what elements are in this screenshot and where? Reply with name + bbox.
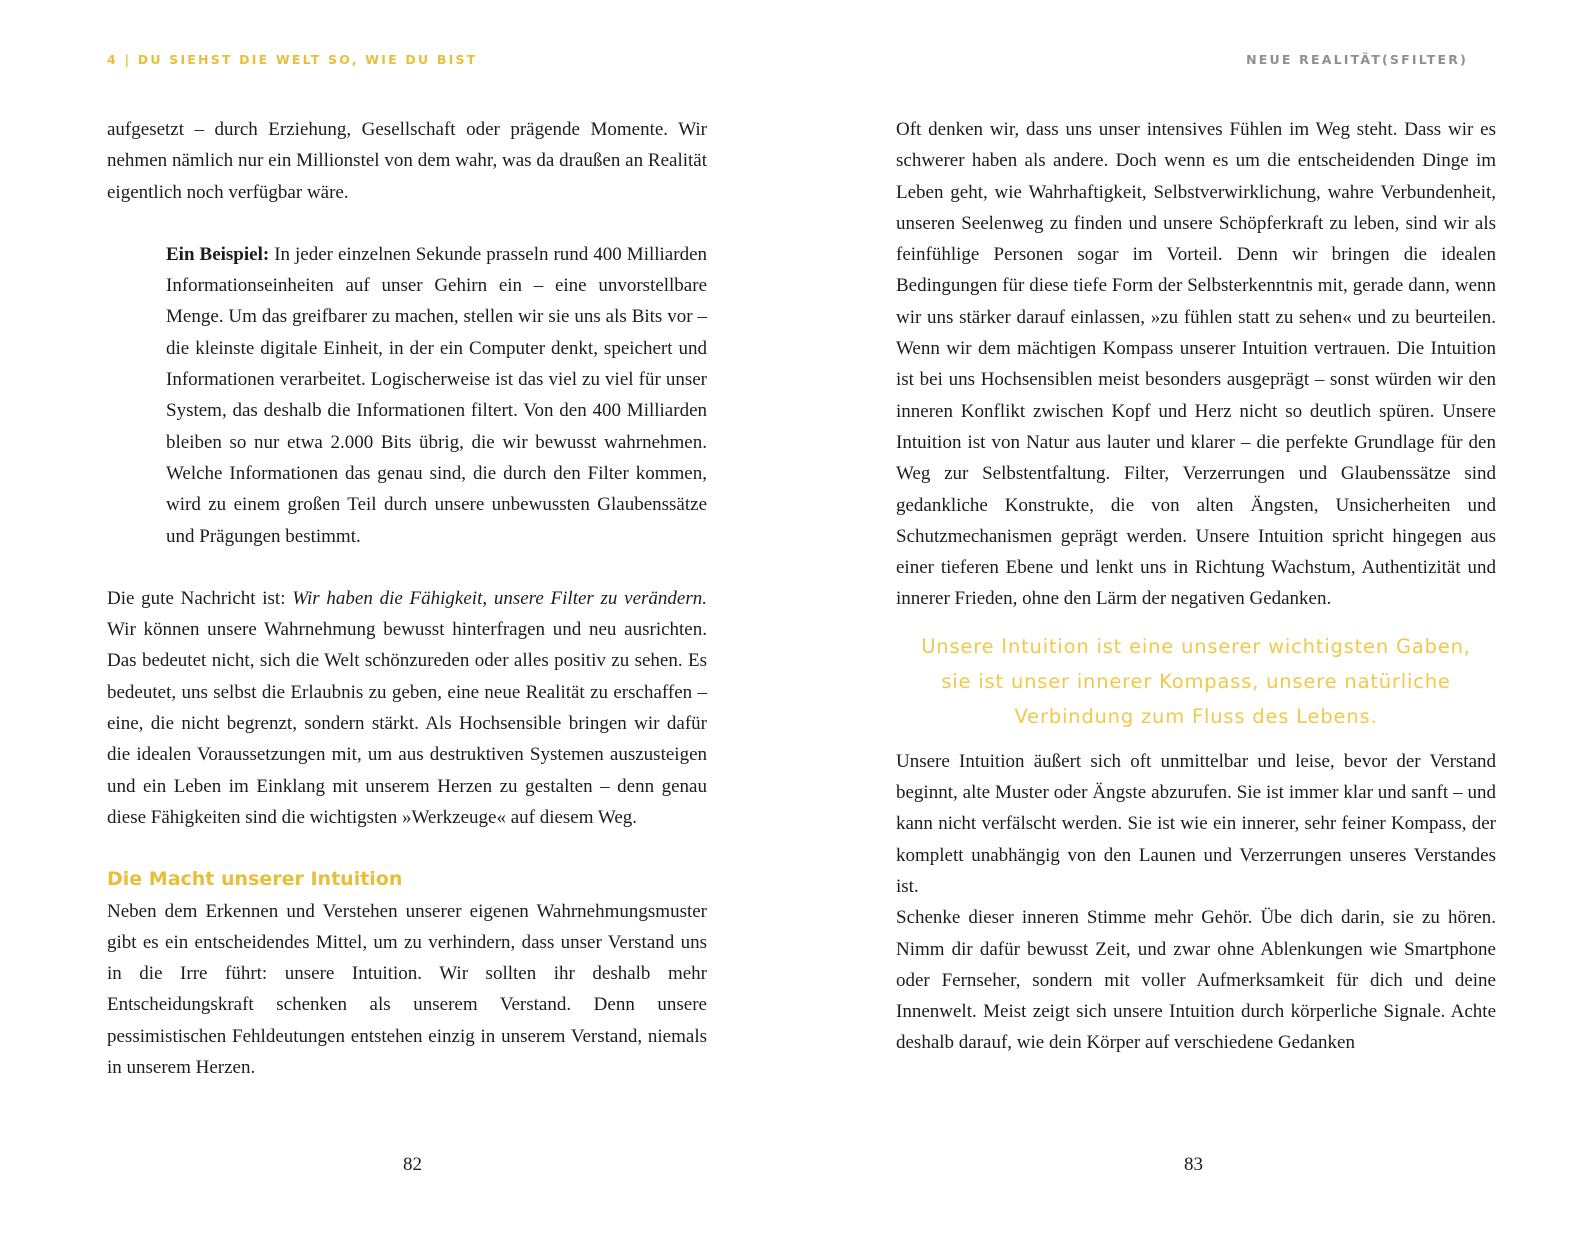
page-number-left: 82 (403, 1154, 422, 1175)
quote-line: Unsere Intuition ist eine unserer wichtigsten Gaben, (921, 634, 1471, 658)
left-page-body (107, 114, 707, 1083)
paragraph: Die gute Nachricht ist: Wir haben die Fähigkeit, unsere Filter zu verändern. Wir können unsere Wahrnehmung bewusst hinterfragen und neu ausrichten. Das bedeutet nicht, sich die Welt schönzureden oder alles positiv zu sehen. Es bedeutet, uns selbst die Erlaubnis zu geben, eine neue Realität zu erschaffen – eine, die nicht begrenzt, sondern stärkt. Als Hochsensible bringen wir dafür die idealen Voraussetzungen mit, um aus destruktiven Systemen auszusteigen und ein Leben im Einklang mit unserem Herzen zu gestalten – denn genau diese Fähigkeiten sind die wichtigsten »Werkzeuge« auf diesem Weg. (107, 587, 708, 828)
quote-line: sie ist unser innerer Kompass, unsere natürliche (941, 669, 1451, 693)
paragraph: Oft denken wir, dass uns unser intensives Fühlen im Weg steht. Dass wir es schwerer haben als andere. Doch wenn es um die entscheidenden Dinge im Leben geht, wie Wahrhaftigkeit, Selbstverwirklichung, wahre Verbundenheit, unseren Seelenweg zu finden und unsere Schöpferkraft zu leben, sind wir als feinfühlige Personen sogar im Vorteil. Denn wir bringen die idealen Bedingungen für diese tiefe Form der Selbsterkenntnis mit, gerade dann, wenn wir uns stärker darauf einlassen, »zu fühlen statt zu sehen« und zu beurteilen. Wenn wir dem mächtigen Kompass unserer Intuition vertrauen. Die Intuition ist bei uns Hochsensiblen meist besonders ausgeprägt – sonst würden wir den inneren Konflikt zwischen Kopf und Herz nicht so deutlich spüren. Unsere Intuition ist von Natur aus lauter und klarer – die perfekte Grundlage für den Weg zur Selbstentfaltung. Filter, Verzerrungen und Glaubenssätze sind gedankliche Konstrukte, die von alten Ängsten, Unsicherheiten und Schutzmechanismen geprägt werden. Unsere Intuition spricht hingegen aus einer tieferen Ebene und lenkt uns in Richtung Wachstum, Authentizität und innerer Frieden, ohne den Lärm der negativen Gedanken. (896, 119, 1496, 610)
quote-line: Verbindung zum Fluss des Lebens. (1014, 704, 1378, 728)
example-text: In jeder einzelnen Sekunde prasseln rund 400 Milliarden Informationseinheiten auf unser Gehirn ein – eine unvorstellbare Menge. Um das greifbarer zu machen, stellen wir sie uns als Bits vor – die kleinste digitale Einheit, in der ein Computer denkt, speichert und Informationen verarbeitet. Logischerweise ist das viel zu viel für unser System, das deshalb die Informationen filtert. Von den 400 Milliarden bleiben so nur etwa 2.000 Bits übrig, die wir bewusst wahrnehmen. Welche Informationen das genau sind, die durch den Filter kommen, wird zu einem großen Teil durch unsere unbewussten Glaubenssätze und Prägungen bestimmt. (166, 243, 707, 547)
example-label: Ein Beispiel: (166, 243, 270, 265)
pull-quote (896, 615, 1496, 746)
running-header-right: NEUE REALITÄT(SFILTER) (1246, 52, 1468, 67)
paragraph: aufgesetzt – durch Erziehung, Gesellschaft oder prägende Momente. Wir nehmen nämlich nur ein Millionstel von dem wahr, was da draußen an Realität eigentlich noch verfügbar wäre. (107, 119, 707, 203)
paragraph: Unsere Intuition äußert sich oft unmittelbar und leise, bevor der Verstand beginnt, alte Muster oder Ängste abzurufen. Sie ist immer klar und sanft – und kann nicht verfälscht werden. Sie ist wie ein innerer, sehr feiner Kompass, der komplett unabhängig von den Launen und Verzerrungen unseres Verstandes ist. (896, 750, 1496, 897)
emphasis: Wir haben die Fähigkeit, unsere Filter zu verändern. (292, 587, 708, 609)
example-box (107, 239, 707, 552)
page-number-right: 83 (1184, 1154, 1203, 1175)
paragraph: Schenke dieser inneren Stimme mehr Gehör. Übe dich darin, sie zu hören. Nimm dir dafür bewusst Zeit, und zwar ohne Ablenkungen wie Smartphone oder Fernseher, sondern mit voller Aufmerksamkeit für dich und deine Innenwelt. Meist zeigt sich unsere Intuition durch körperliche Signale. Achte deshalb darauf, wie dein Körper auf verschiedene Gedanken (896, 907, 1496, 1054)
paragraph: Neben dem Erkennen und Verstehen unserer eigenen Wahrnehmungsmuster gibt es ein entscheidendes Mittel, um zu verhindern, dass unser Verstand uns in die Irre führt: unsere Intuition. Wir sollten ihr deshalb mehr Entscheidungskraft schenken als unserem Verstand. Denn unsere pessimistischen Fehldeutungen entstehen einzig in unserem Verstand, niemals in unserem Herzen. (107, 900, 707, 1079)
running-header-left: 4 | DU SIEHST DIE WELT SO, WIE DU BIST (107, 52, 478, 67)
right-page-body (896, 114, 1496, 1059)
section-heading: Die Macht unserer Intuition (107, 868, 403, 891)
